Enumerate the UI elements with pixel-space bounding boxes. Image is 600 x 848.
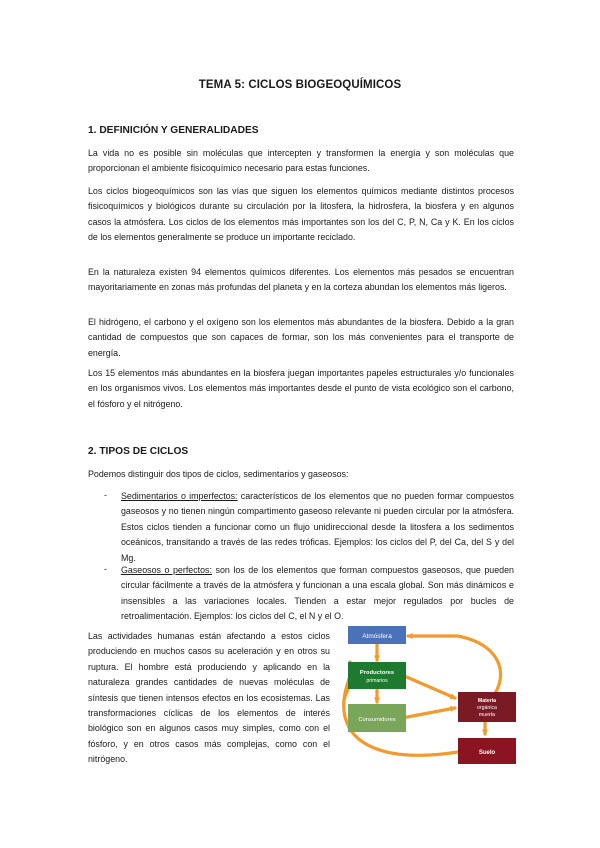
node-consumidores-label: Consumidores <box>358 717 396 723</box>
section1-paragraph-2: Los ciclos biogeoquímicos son las vías que siguen los elementos químicos mediante distintos procesos fisicoquímicos y biológicos durante su circulación por la litosfera, la hidrosfera, la biosfera y en algunos casos la atmósfera. Los ciclos de los elementos más importantes son los del C, P, N, Ca y K. En los ciclos de los elementos generalmente se produce un importante reciclado. <box>88 186 514 243</box>
arrow-consumidores-materia <box>402 708 455 718</box>
node-atmosfera <box>348 626 406 644</box>
section1-paragraph-3: En la naturaleza existen 94 elementos químicos diferentes. Los elementos más pesados se encuentran mayoritariamente en zonas más profundas del planeta y en la corteza abundan los elementos más ligeros. <box>88 267 514 293</box>
section2-closing: Las actividades humanas están afectando a estos ciclos produciendo en muchos casos su aceleración y en otros su ruptura. El hombre está produciendo y aplicando en la naturaleza grandes cantidades de nuevas moléculas de síntesis que tienen intensos efectos en los ecosistemas. Las transformaciones cíclicas de los elementos de interés biológico son en algunos casos muy simples, como con el fósforo, y en otros casos más complejas, como con el nitrógeno. <box>88 631 330 765</box>
node-suelo <box>458 738 516 764</box>
arrow-materia-atmosfera <box>408 636 501 698</box>
bullet-marker-1: - <box>104 490 107 500</box>
node-materia-label-2: orgánica <box>477 705 497 711</box>
node-materia-label-3: muerta <box>478 712 496 718</box>
arrow-productores-materia <box>402 675 455 698</box>
section1-paragraph-4: El hidrógeno, el carbono y el oxígeno son los elementos más abundantes de la biosfera. Debido a la gran cantidad de compuestos que son capaces de formar, son los más convenientes para el transporte de energía. <box>88 317 514 358</box>
node-productores-label-1: Productores <box>359 670 395 676</box>
node-atmosfera-label: Atmósfera <box>362 633 392 640</box>
node-productores-label-2: primarios <box>366 678 388 684</box>
node-materia-label-1: Materia <box>477 698 497 704</box>
section2-heading: 2. TIPOS DE CICLOS <box>88 446 189 457</box>
section2-intro: Podemos distinguir dos tipos de ciclos, sedimentarios y gaseosos: <box>88 469 349 479</box>
bullet-text-sedimentarios: característicos de los elementos que no pueden formar compuestos gaseosos y no tienen ningún compartimento gaseoso relevante ni pueden circular por la atmósfera. Estos ciclos tienden a funcionar como un flujo unidireccional desde la litosfera a los sedimentos oceánicos, transitando a través de las redes tróficas. Ejemplos: los ciclos del P, del Ca, del S y del Mg. <box>121 491 514 563</box>
bullet-text-gaseosos: son los de los elementos que forman compuestos gaseosos, que pueden circular fácilmente a través de la atmósfera y funcionan a una escala global. Son más dinámicos e insensibles a las variaciones locales. Tienden a estar mejor regulados por bucles de retroalimentación. Ejemplos: los ciclos del C, el N y el O. <box>121 565 514 622</box>
bullet-term-gaseosos: Gaseosos o perfectos: <box>121 565 212 575</box>
biogeochemical-cycle-diagram <box>340 622 520 768</box>
bullet-item-gaseosos <box>121 563 514 625</box>
bullet-term-sedimentarios: Sedimentarios o imperfectos: <box>121 491 238 501</box>
node-suelo-label: Suelo <box>478 750 496 756</box>
node-consumidores <box>348 704 406 732</box>
section1-heading: 1. DEFINICIÓN Y GENERALIDADES <box>88 125 259 136</box>
node-materia-organica <box>458 692 516 722</box>
node-productores <box>348 662 406 689</box>
bullet-marker-2: - <box>104 564 107 574</box>
bullet-item-sedimentarios <box>121 489 514 566</box>
document-title: TEMA 5: CICLOS BIOGEOQUÍMICOS <box>198 79 402 91</box>
section1-paragraph-1: La vida no es posible sin moléculas que intercepten y transformen la energía y son moléculas que proporcionan el ambiente fisicoquímico necesario para estas funciones. <box>88 148 514 174</box>
section1-paragraph-5: Los 15 elementos más abundantes en la biosfera juegan importantes papeles estructurales y/o funcionales en los organismos vivos. Los elementos más importantes desde el punto de vista ecológico son el carbono, el fósforo y el nitrógeno. <box>88 368 514 409</box>
